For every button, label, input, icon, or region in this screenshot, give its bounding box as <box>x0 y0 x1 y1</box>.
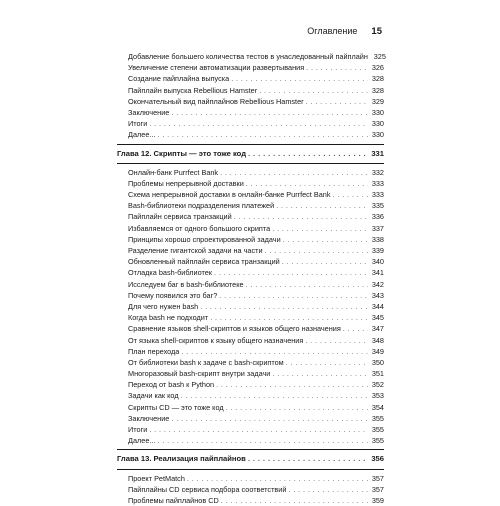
toc-entry[interactable] <box>117 279 384 290</box>
entry-title: Онлайн-банк Purrfect Bank <box>128 167 219 177</box>
table-of-contents <box>117 51 384 506</box>
toc-entry[interactable] <box>117 473 384 484</box>
entry-page: 339 <box>371 246 384 255</box>
leader-dots <box>226 402 368 413</box>
toc-entry[interactable] <box>117 189 384 200</box>
entry-title: Почему появился это баг? <box>128 290 218 300</box>
entry-title: Заключение <box>128 107 170 117</box>
entry-page: 357 <box>371 484 384 494</box>
leader-dots <box>333 189 369 200</box>
leader-dots <box>283 234 368 245</box>
chapter-page: 356 <box>371 454 384 464</box>
toc-entry[interactable] <box>117 51 384 62</box>
entry-title: Схема непрерывной доставки в онлайн-банке Purrfect Bank <box>128 190 331 200</box>
leader-dots <box>272 368 368 379</box>
entry-title: Скрипты CD — это тоже код <box>128 402 224 412</box>
entry-page: 343 <box>371 290 384 300</box>
chapter-title: Глава 12. Скрипты — это тоже код <box>117 148 247 158</box>
toc-entry[interactable] <box>117 495 384 506</box>
chapter-title: Глава 13. Реализация пайплайнов <box>117 454 246 464</box>
leader-dots <box>221 495 368 506</box>
leader-dots <box>219 290 368 301</box>
leader-dots <box>157 435 368 446</box>
entry-page: 336 <box>371 212 384 222</box>
entry-title: От библиотеки bash к задаче с bash-скриптом <box>128 357 284 367</box>
entry-page: 347 <box>371 324 384 334</box>
entry-page: 345 <box>371 313 384 323</box>
entry-title: Для чего нужен bash <box>128 301 199 311</box>
leader-dots <box>214 267 368 278</box>
entry-page: 354 <box>371 402 384 412</box>
entry-title: Когда bash не подходит <box>128 313 209 323</box>
entry-page: 326 <box>371 63 384 73</box>
toc-entry[interactable] <box>117 323 384 334</box>
toc-entry[interactable] <box>117 107 384 118</box>
toc-chapter-13[interactable] <box>117 453 384 464</box>
entry-page: 353 <box>371 391 384 401</box>
entry-page: 355 <box>371 436 384 446</box>
leader-dots <box>286 357 368 368</box>
toc-entry[interactable] <box>117 402 384 413</box>
toc-entry[interactable] <box>117 62 384 73</box>
entry-title: Bash-библиотеки подразделения платежей <box>128 201 275 211</box>
leader-dots <box>216 379 368 390</box>
entry-title: Многоразовый bash-скрипт внутри задачи <box>128 369 271 379</box>
entry-page: 357 <box>371 473 384 483</box>
entry-title: Проект PetMatch <box>128 473 185 483</box>
leader-dots <box>181 390 368 401</box>
toc-entry[interactable] <box>117 424 384 435</box>
entry-title: Окончательный вид пайплайнов Rebellious Hamster <box>128 96 304 106</box>
leader-dots <box>265 245 368 256</box>
toc-entry[interactable] <box>117 301 384 312</box>
toc-entry[interactable] <box>117 256 384 267</box>
running-header <box>307 26 382 37</box>
entry-title: Проблемы непрерывной доставки <box>128 178 244 188</box>
chapter-rule <box>117 469 384 470</box>
header-title: Оглавление <box>307 26 358 36</box>
toc-entry[interactable] <box>117 484 384 495</box>
toc-entry[interactable] <box>117 312 384 323</box>
entry-page: 328 <box>371 85 384 95</box>
leader-dots <box>149 118 368 129</box>
entry-title: Исследуем баг в bash-библиотеке <box>128 279 244 289</box>
entry-title: Задачи как код <box>128 391 179 401</box>
entry-page: 330 <box>371 130 384 140</box>
entry-title: Заключение <box>128 413 170 423</box>
toc-entry[interactable] <box>117 413 384 424</box>
entry-page: 332 <box>371 167 384 177</box>
entry-page: 348 <box>371 335 384 345</box>
chapter-rule <box>117 163 384 164</box>
toc-entry[interactable] <box>117 435 384 446</box>
leader-dots <box>246 178 368 189</box>
toc-entry[interactable] <box>117 267 384 278</box>
toc-entry[interactable] <box>117 368 384 379</box>
entry-page: 349 <box>371 346 384 356</box>
entry-title: Пайплайн выпуска Rebellious Hamster <box>128 85 258 95</box>
entry-page: 333 <box>371 190 384 200</box>
entry-title: От языка shell-скриптов к языку общего назначения <box>128 335 304 345</box>
header-page-number: 15 <box>371 26 382 37</box>
entry-page: 333 <box>371 178 384 188</box>
leader-dots <box>210 312 368 323</box>
leader-dots <box>220 167 368 178</box>
leader-dots <box>305 335 368 346</box>
toc-chapter-12[interactable] <box>117 148 384 159</box>
entry-page: 352 <box>371 380 384 390</box>
toc-entry[interactable] <box>117 357 384 368</box>
entry-page: 342 <box>371 279 384 289</box>
entry-page: 355 <box>371 425 384 434</box>
entry-title: Создание пайплайна выпуска <box>128 74 230 84</box>
leader-dots <box>231 73 368 84</box>
entry-title: Итоги <box>128 119 148 129</box>
entry-page: 330 <box>371 119 384 129</box>
entry-page: 338 <box>371 234 384 244</box>
toc-entry[interactable] <box>117 96 384 107</box>
leader-dots <box>234 211 368 222</box>
toc-entry[interactable] <box>117 73 384 84</box>
leader-dots <box>248 148 368 159</box>
toc-entry[interactable] <box>117 129 384 140</box>
entry-page: 359 <box>371 495 384 505</box>
entry-title: Сравнение языков shell-скриптов и языков общего назначения <box>128 324 341 334</box>
entry-page: 351 <box>371 369 384 379</box>
toc-group-1 <box>117 51 384 141</box>
toc-entry[interactable] <box>117 118 384 129</box>
leader-dots <box>246 279 368 290</box>
entry-title: Избавляемся от одного большого скрипта <box>128 223 271 233</box>
toc-entry[interactable] <box>117 223 384 234</box>
entry-title: Добавление большего количества тестов в унаследованный пайплайн <box>128 52 368 61</box>
entry-page: 344 <box>371 301 384 311</box>
entry-title: Отладка bash-библиотек <box>128 268 212 278</box>
chapter-page: 331 <box>371 148 384 158</box>
leader-dots <box>181 346 368 357</box>
leader-dots <box>248 453 368 464</box>
toc-entry[interactable] <box>117 335 384 346</box>
entry-page: 328 <box>371 74 384 84</box>
chapter-rule <box>117 144 384 145</box>
leader-dots <box>282 256 368 267</box>
leader-dots <box>259 85 368 96</box>
entry-page: 350 <box>371 357 384 367</box>
entry-page: 337 <box>371 223 384 233</box>
leader-dots <box>171 413 368 424</box>
toc-entry[interactable] <box>117 290 384 301</box>
toc-group-2 <box>117 167 384 447</box>
entry-page: 329 <box>371 96 384 106</box>
entry-title: Проблемы пайплайнов CD <box>128 495 219 505</box>
toc-entry[interactable] <box>117 234 384 245</box>
leader-dots <box>200 301 368 312</box>
entry-page: 355 <box>371 413 384 423</box>
entry-title: Обновленный пайплайн сервиса транзакций <box>128 257 280 267</box>
leader-dots <box>306 62 368 73</box>
entry-page: 330 <box>371 107 384 117</box>
entry-title: Принципы хорошо спроектированной задачи <box>128 234 281 244</box>
toc-entry[interactable] <box>117 167 384 178</box>
leader-dots <box>171 107 368 118</box>
toc-entry[interactable] <box>117 390 384 401</box>
leader-dots <box>157 129 368 140</box>
toc-entry[interactable] <box>117 346 384 357</box>
toc-entry[interactable] <box>117 178 384 189</box>
entry-page: 340 <box>371 257 384 267</box>
leader-dots <box>288 484 368 495</box>
entry-page: 325 <box>373 52 386 61</box>
entry-page: 341 <box>371 268 384 278</box>
toc-entry[interactable] <box>117 245 384 256</box>
entry-title: Далее... <box>128 130 156 140</box>
entry-title: Далее... <box>128 436 156 446</box>
chapter-rule <box>117 449 384 450</box>
leader-dots <box>149 424 368 435</box>
toc-entry[interactable] <box>117 200 384 211</box>
toc-entry[interactable] <box>117 85 384 96</box>
entry-title: Увеличение степени автоматизации развертывания <box>128 63 305 73</box>
leader-dots <box>276 200 368 211</box>
entry-title: Пайплайн сервиса транзакций <box>128 212 232 222</box>
entry-page: 335 <box>371 201 384 211</box>
leader-dots <box>272 223 368 234</box>
entry-title: Пайплайны CD сервиса подбора соответствий <box>128 484 287 494</box>
toc-entry[interactable] <box>117 211 384 222</box>
entry-title: План перехода <box>128 346 180 356</box>
toc-group-3 <box>117 473 384 506</box>
entry-title: Разделение гигантской задачи на части <box>128 246 263 255</box>
toc-entry[interactable] <box>117 379 384 390</box>
leader-dots <box>187 473 368 484</box>
entry-title: Переход от bash к Python <box>128 380 215 390</box>
leader-dots <box>306 96 368 107</box>
leader-dots <box>343 323 368 334</box>
entry-title: Итоги <box>128 425 148 434</box>
